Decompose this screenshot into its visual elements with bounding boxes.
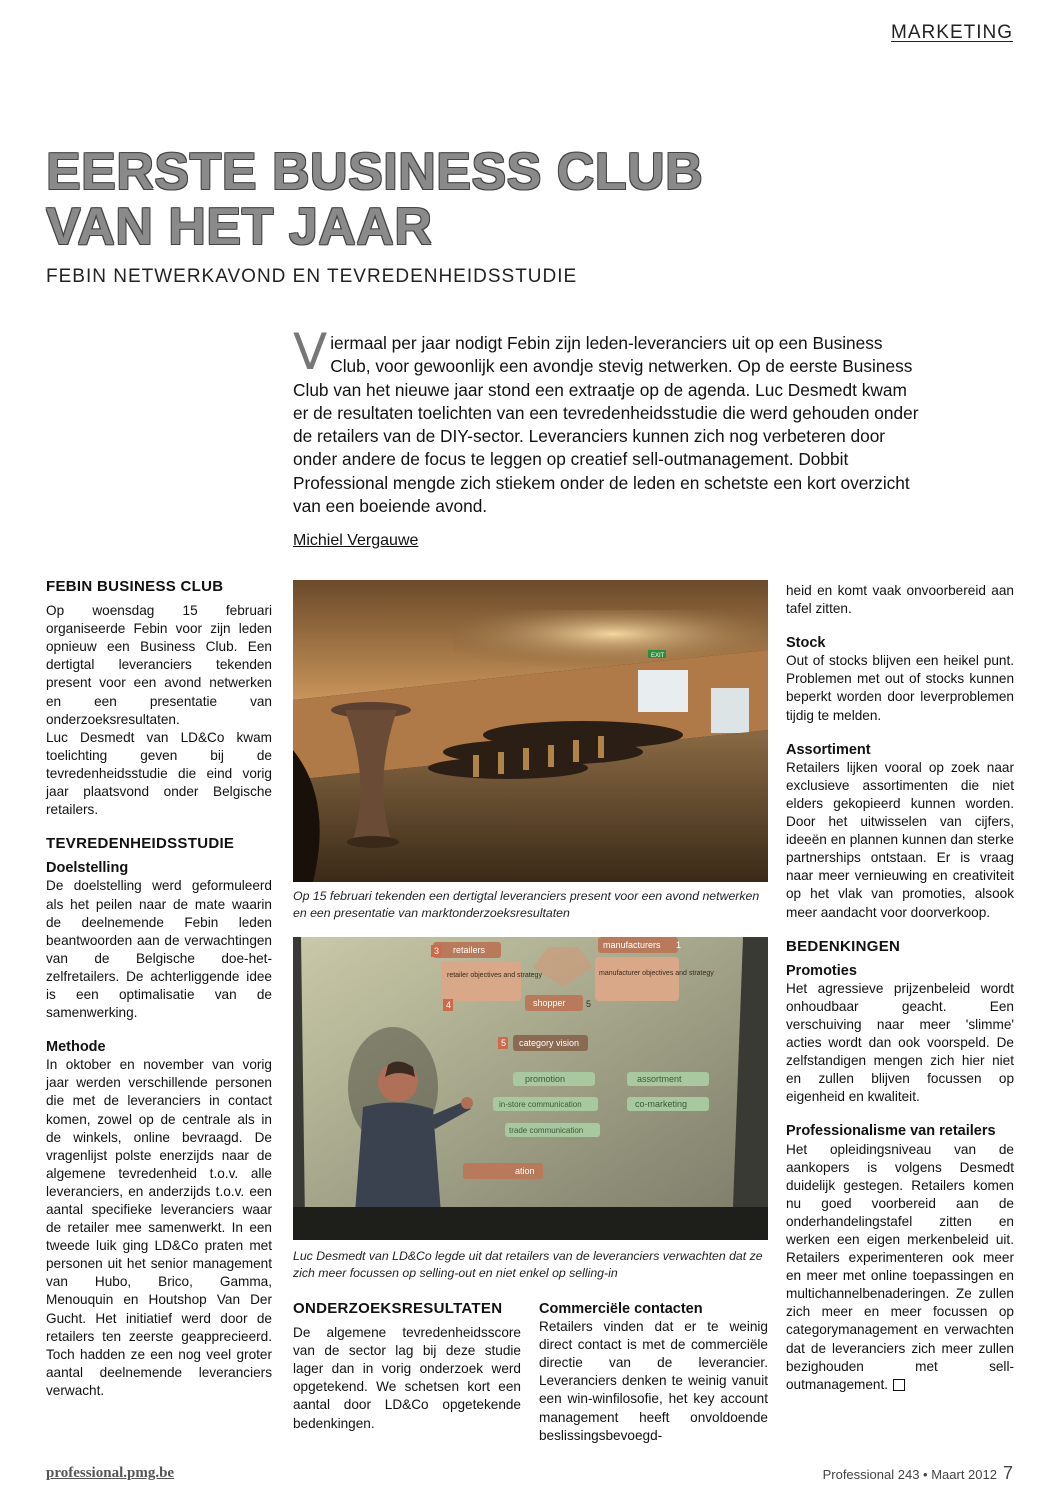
page-number: 7 xyxy=(1002,1463,1013,1483)
headline-line-2: VAN HET JAAR xyxy=(46,198,433,256)
photo-presentation xyxy=(293,937,768,1240)
exit-sign-text: EXIT xyxy=(651,653,665,659)
caption-photo-2: Luc Desmedt van LD&Co legde uit dat retailers van de leveranciers verwachten dat ze zich meer focussen op selling-out en niet enkel op selling-in xyxy=(293,1249,763,1280)
footer-issue-text: Professional 243 • Maart 2012 xyxy=(822,1467,997,1482)
heading-bedenkingen: BEDENKINGEN xyxy=(786,937,901,955)
slide-ation: ation xyxy=(515,1166,535,1176)
slide-manufacturers: manufacturers xyxy=(603,940,661,950)
conference-room-image xyxy=(293,580,768,882)
slide-num-4: 4 xyxy=(446,1000,452,1010)
slide-comarketing: co-marketing xyxy=(635,1099,688,1109)
heading-febin-business-club: FEBIN BUSINESS CLUB xyxy=(46,578,224,595)
slide-num-3: 3 xyxy=(434,946,440,956)
paragraph: De algemene tevredenheidsscore van de sector lag bij deze studie lager dan in vorig onderzoek werd opgetekend. We schetsen kort een aantal door LD&Co opgetekende bedenkingen. xyxy=(293,1325,521,1431)
paragraph: Retailers vinden dat er te weinig direct contact is met de commerciële directie van de leverancier. Leveranciers denken te weinig vanuit een win-winfilosofie, het key account management heeft onvoldoende beslissingsbevoegd- xyxy=(539,1319,768,1443)
paragraph: Het opleidingsniveau van de aankopers is volgens Desmedt duidelijk gestegen. Retailers komen nu goed voorbereid aan de onderhandelingstafel zitten en werken een eigen merkenbeleid uit. Retailers experimenteren ook meer en meer met online toepassingen en multichannelbenaderingen. Ze zullen zich meer en meer focussen op categorymanagement en verwachten dat de leveranciers zich meer zullen bezighouden met sell-outmanagement. xyxy=(786,1141,1014,1392)
slide-promotion: promotion xyxy=(525,1074,566,1084)
paragraph: Luc Desmedt van LD&Co kwam toelichting geven bij de tevredenheidsstudie die eind vorig jaar plaatsvond onder Belgische retailers. xyxy=(46,729,272,818)
author-byline[interactable]: Michiel Vergauwe xyxy=(293,532,419,549)
intro-text: iermaal per jaar nodigt Febin zijn leden-leveranciers uit op een Business Club, voor gewoonlijk een avondje stevig netwerken. Op de eerste Business Club van het nieuwe jaar stond een extraatje op de agenda. Luc Desmedt kwam er de resultaten toelichten van een tevredenheidsstudie die werd gehouden onder de retailers van de DIY-sector. Leveranciers kunnen zich nog verbeteren door onder andere de focus te leggen op creatief sell-outmanagement. Dobbit Professional mengde zich stiekem onder de leden en schetste een kort overzicht van een boeiende avond. xyxy=(293,333,919,517)
heading-onderzoeksresultaten: ONDERZOEKSRESULTATEN xyxy=(293,1300,503,1317)
paragraph: Op woensdag 15 februari organiseerde Febin voor zijn leden opnieuw een Business Club. Een dertigtal leveranciers tekenden present voor een avond netwerken en een presentatie van onderzoeksresultaten. xyxy=(46,603,272,727)
slide-retailers: retailers xyxy=(453,945,486,955)
subheading-professionalisme: Professionalisme van retailers xyxy=(786,1123,996,1140)
headline xyxy=(46,145,746,255)
headline-line-1: EERSTE BUSINESS CLUB xyxy=(46,143,704,201)
footer-issue-info xyxy=(823,1463,1013,1484)
paragraph: Retailers lijken vooral op zoek naar exclusieve assortimenten die niet elders gekopieerd kunnen worden. Door het uitwisselen van cijfers, ideeën en plannen kunnen dan sterke partnerships ontstaan. Er is vraag naar meer vernieuwing en creativiteit op het vlak van promoties, alsook meer aandacht voor doorverkoop. xyxy=(786,759,1014,920)
subtitle: FEBIN NETWERKAVOND EN TEVREDENHEIDSSTUDIE xyxy=(46,266,578,287)
subheading-promoties: Promoties xyxy=(786,962,857,979)
slide-retailer-objectives: retailer objectives and strategy xyxy=(447,972,542,979)
section-label: MARKETING xyxy=(891,22,1013,43)
slide-num-1: 1 xyxy=(676,940,682,950)
paragraph: De doelstelling werd geformuleerd als het peilen naar de mate waarin de deelnemende Febin leden beantwoorden aan de verwachtingen van de Belgische doe-het-zelfretailers. De achterliggende idee is een optimalisatie van de samenwerking. xyxy=(46,878,272,1021)
column-middle-left xyxy=(293,1300,521,1433)
column-left xyxy=(46,578,272,1400)
paragraph: Out of stocks blijven een heikel punt. Problemen met out of stocks kunnen beperkt worden door leverproblemen tijdig te melden. xyxy=(786,653,1014,723)
slide-manufacturer-objectives: manufacturer objectives and strategy xyxy=(599,970,714,977)
presentation-image xyxy=(293,937,768,1240)
intro-paragraph xyxy=(293,323,923,518)
paragraph: heid en komt vaak onvoorbereid aan tafel zitten. xyxy=(786,583,1014,617)
subheading-stock: Stock xyxy=(786,635,826,652)
slide-shopper: shopper xyxy=(533,998,566,1008)
slide-instore: in-store communication xyxy=(499,1100,582,1109)
column-right xyxy=(786,582,1014,1394)
paragraph: Het agressieve prijzenbeleid wordt onhoudbaar geacht. Een verschuiving naar meer 'slimme' acties wordt dan ook voorspeld. De zelfstandigen mengen zich hier niet en zullen blijven focussen op eigenheid en kwaliteit. xyxy=(786,980,1014,1105)
footer-website-link[interactable]: professional.pmg.be xyxy=(46,1465,175,1481)
subheading-methode: Methode xyxy=(46,1039,106,1056)
slide-num-5a: 5 xyxy=(586,999,592,1009)
caption-photo-1: Op 15 februari tekenden een dertigtal leveranciers present voor een avond netwerken en een presentatie van marktonderzoeksresultaten xyxy=(293,889,760,920)
slide-trade: trade communication xyxy=(509,1126,584,1135)
subheading-doelstelling: Doelstelling xyxy=(46,860,129,877)
slide-assortment: assortment xyxy=(637,1074,682,1084)
heading-tevredenheidsstudie: TEVREDENHEIDSSTUDIE xyxy=(46,835,235,853)
subheading-assortiment: Assortiment xyxy=(786,741,871,758)
photo-conference-room xyxy=(293,580,768,882)
slide-category-vision: category vision xyxy=(519,1038,580,1048)
paragraph: In oktober en november van vorig jaar werden verschillende personen die met de leveranciers in contact komen, zowel op de centrale als in de winkels, online bevraagd. De vragenlijst polste enerzijds naar de algemene tevredenheid t.o.v. alle leveranciers, en anderzijds t.o.v. een aantal specifieke leveranciers waar de retailer mee samenwerkt. In een tweede luik ging LD&Co praten met personen uit het senior management van Hubo, Brico, Gamma, Menouquin en Houtshop Van Der Gucht. Het initiatief werd door de retailers ten zeerste geapprecieerd. Toch hadden ze een nog veel groter aantal deelnemende leveranciers verwacht. xyxy=(46,1057,272,1398)
column-middle-right xyxy=(539,1300,768,1445)
subheading-commerciele-contacten: Commerciële contacten xyxy=(539,1301,703,1317)
slide-num-5b: 5 xyxy=(501,1038,507,1048)
drop-cap: V xyxy=(293,323,328,381)
end-mark-icon xyxy=(893,1379,905,1391)
